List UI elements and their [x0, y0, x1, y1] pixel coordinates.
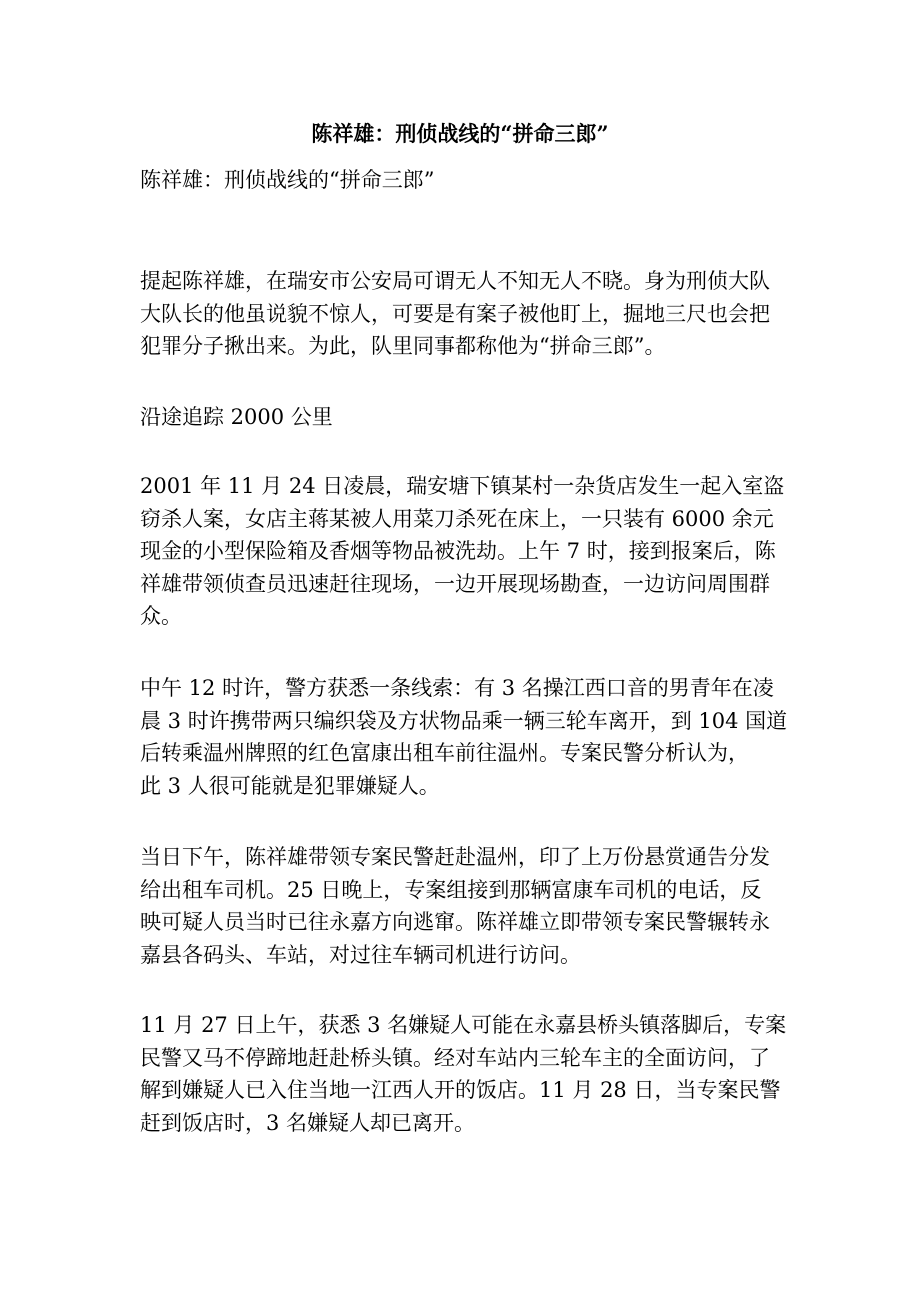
paragraph-line: 窃杀人案，女店主蒋某被人用菜刀杀死在床上，一只装有 6000 余元: [140, 506, 774, 531]
paragraph-case: [140, 470, 790, 633]
paragraph-qiaotou: [140, 1009, 790, 1139]
paragraph-line: 11 月 27 日上午，获悉 3 名嫌疑人可能在永嘉县桥头镇落脚后，专案: [140, 1013, 787, 1037]
paragraph-line: 2001 年 11 月 24 日凌晨，瑞安塘下镇某村一杂货店发生一起入室盗: [140, 474, 785, 498]
paragraph-line: 当日下午，陈祥雄带领专案民警赶赴温州，印了上万份悬赏通告分发: [140, 845, 770, 869]
paragraph-line: 现金的小型保险箱及香烟等物品被洗劫。上午 7 时，接到报案后，陈: [140, 539, 776, 563]
paragraph-line: 犯罪分子揪出来。为此，队里同事都称他为“拼命三郎”。: [140, 334, 666, 358]
paragraph-line: 后转乘温州牌照的红色富康出租车前往温州。专案民警分析认为，: [140, 741, 749, 765]
paragraph-line: 解到嫌疑人已入住当地一江西人开的饭店。11 月 28 日，当专案民警: [140, 1078, 781, 1102]
paragraph-intro: [140, 265, 790, 363]
paragraph-line: 提起陈祥雄，在瑞安市公安局可谓无人不知无人不晓。身为刑侦大队: [140, 269, 770, 293]
document-subtitle: [140, 164, 790, 197]
section-heading: [140, 401, 790, 434]
paragraph-line: 中午 12 时许，警方获悉一条线索：有 3 名操江西口音的男青年在凌: [140, 676, 774, 700]
paragraph-line: 赶到饭店时，3 名嫌疑人却已离开。: [140, 1110, 476, 1135]
paragraph-line: 众。: [140, 604, 182, 628]
paragraph-line: 祥雄带领侦查员迅速赶往现场，一边开展现场勘查，一边访问周围群: [140, 571, 770, 596]
document-title: 陈祥雄：刑侦战线的“拼命三郎”: [311, 121, 609, 146]
paragraph-line: 给出租车司机。25 日晚上，专案组接到那辆富康车司机的电话，反: [140, 877, 762, 902]
paragraph-line: 民警又马不停蹄地赶赴桥头镇。经对车站内三轮车主的全面访问，了: [140, 1045, 770, 1070]
section-heading-line: 沿途追踪 2000 公里: [140, 405, 333, 429]
paragraph-line: 映可疑人员当时已往永嘉方向逃窜。陈祥雄立即带领专案民警辗转永: [140, 910, 770, 934]
subtitle-line: 陈祥雄：刑侦战线的“拼命三郎”: [140, 168, 435, 192]
paragraph-pursuit: [140, 841, 790, 971]
paragraph-line: 晨 3 时许携带两只编织袋及方状物品乘一辆三轮车离开，到 104 国道: [140, 708, 788, 733]
paragraph-line: 嘉县各码头、车站，对过往车辆司机进行访问。: [140, 942, 581, 967]
paragraph-line: 大队长的他虽说貌不惊人，可要是有案子被他盯上，掘地三尺也会把: [140, 301, 770, 326]
paragraph-clue: [140, 672, 790, 802]
paragraph-line: 此 3 人很可能就是犯罪嫌疑人。: [140, 773, 440, 798]
